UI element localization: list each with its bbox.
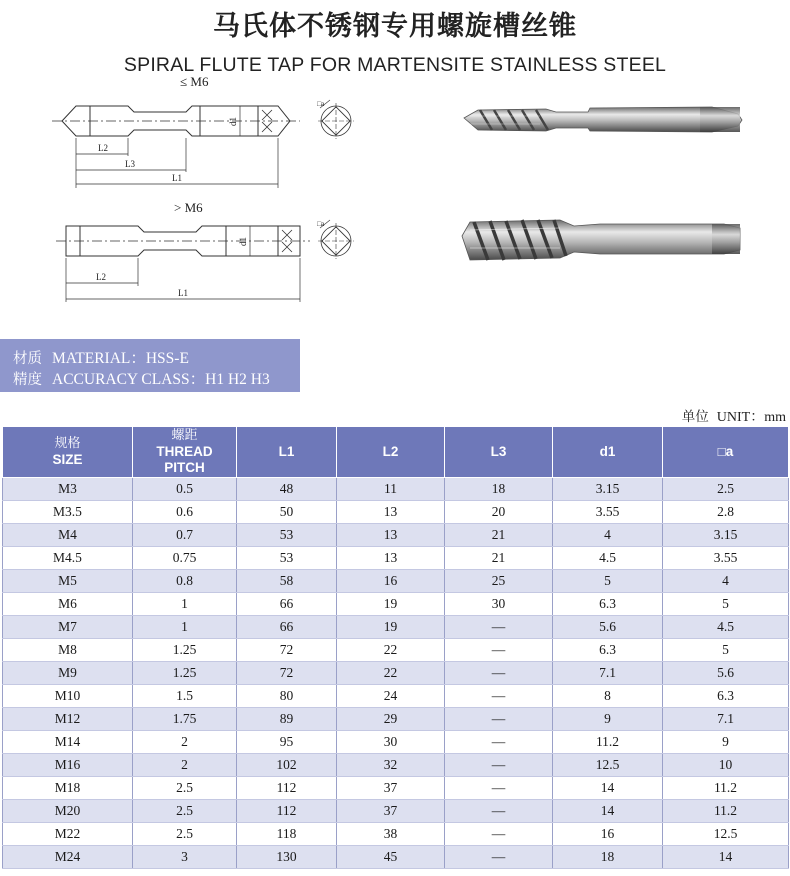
table-header-row <box>3 427 789 478</box>
material-info-box <box>0 339 300 392</box>
spec-table <box>2 426 789 869</box>
table-cell: 9 <box>553 708 663 731</box>
table-cell: 1.75 <box>133 708 237 731</box>
table-cell: 21 <box>445 524 553 547</box>
small-tap-photo <box>464 107 742 132</box>
table-cell: 45 <box>337 846 445 869</box>
table-cell: 21 <box>445 547 553 570</box>
table-cell: 2.8 <box>663 501 789 524</box>
table-cell: 11.2 <box>553 731 663 754</box>
table-cell: — <box>445 708 553 731</box>
table-cell: 25 <box>445 570 553 593</box>
small-L3-label: L3 <box>125 159 135 169</box>
table-cell: 9 <box>663 731 789 754</box>
table-cell: 72 <box>237 662 337 685</box>
table-cell: 37 <box>337 777 445 800</box>
table-cell: M22 <box>3 823 133 846</box>
table-cell: 18 <box>445 478 553 501</box>
header-l1: L1 <box>237 427 337 478</box>
table-cell: 48 <box>237 478 337 501</box>
table-cell: 4.5 <box>553 547 663 570</box>
table-row <box>3 547 789 570</box>
table-cell: M9 <box>3 662 133 685</box>
table-row <box>3 846 789 869</box>
small-a-label: □a <box>317 100 325 108</box>
table-cell: M3.5 <box>3 501 133 524</box>
table-cell: 19 <box>337 616 445 639</box>
table-cell: M4.5 <box>3 547 133 570</box>
small-d1-label: d1 <box>228 117 238 126</box>
table-cell: 2.5 <box>133 777 237 800</box>
table-cell: M8 <box>3 639 133 662</box>
table-cell: M10 <box>3 685 133 708</box>
unit-label <box>682 405 786 426</box>
table-cell: M6 <box>3 593 133 616</box>
table-cell: 13 <box>337 547 445 570</box>
table-cell: 10 <box>663 754 789 777</box>
table-cell: 6.3 <box>663 685 789 708</box>
tap-drawings <box>0 76 790 316</box>
table-cell: 3 <box>133 846 237 869</box>
large-tap-drawing <box>56 200 354 302</box>
accuracy-line <box>13 367 270 389</box>
table-cell: 3.55 <box>663 547 789 570</box>
table-cell: 5.6 <box>553 616 663 639</box>
table-cell: M12 <box>3 708 133 731</box>
table-cell: 38 <box>337 823 445 846</box>
table-cell: 130 <box>237 846 337 869</box>
table-cell: 8 <box>553 685 663 708</box>
table-row <box>3 800 789 823</box>
table-cell: M4 <box>3 524 133 547</box>
table-cell: 11.2 <box>663 777 789 800</box>
table-cell: 112 <box>237 777 337 800</box>
table-cell: 5.6 <box>663 662 789 685</box>
table-cell: M18 <box>3 777 133 800</box>
table-cell: 6.3 <box>553 639 663 662</box>
table-cell: 50 <box>237 501 337 524</box>
table-cell: 16 <box>553 823 663 846</box>
table-row <box>3 754 789 777</box>
table-cell: M16 <box>3 754 133 777</box>
table-cell: 29 <box>337 708 445 731</box>
page-title-cn: 马氏体不锈钢专用螺旋槽丝锥 <box>213 11 577 42</box>
table-cell: 2 <box>133 731 237 754</box>
table-cell: 1 <box>133 593 237 616</box>
table-cell: — <box>445 777 553 800</box>
table-row <box>3 731 789 754</box>
table-row <box>3 478 789 501</box>
table-cell: 89 <box>237 708 337 731</box>
table-cell: 2.5 <box>133 823 237 846</box>
table-cell: 12.5 <box>663 823 789 846</box>
table-cell: 22 <box>337 662 445 685</box>
table-cell: 0.5 <box>133 478 237 501</box>
table-cell: — <box>445 846 553 869</box>
material-cn-label: 材质 <box>13 351 42 367</box>
table-cell: 66 <box>237 616 337 639</box>
table-cell: 6.3 <box>553 593 663 616</box>
material-en-label: MATERIAL：HSS-E <box>52 350 189 367</box>
table-cell: — <box>445 639 553 662</box>
header-size: 规格 SIZE <box>3 427 133 478</box>
large-a-label: □a <box>317 220 325 228</box>
table-row <box>3 501 789 524</box>
large-tap-label: > M6 <box>174 200 203 215</box>
table-cell: 95 <box>237 731 337 754</box>
table-row <box>3 524 789 547</box>
table-cell: 2 <box>133 754 237 777</box>
table-cell: 72 <box>237 639 337 662</box>
table-cell: 14 <box>663 846 789 869</box>
material-line <box>13 346 189 368</box>
table-cell: — <box>445 616 553 639</box>
table-row <box>3 639 789 662</box>
table-cell: 4.5 <box>663 616 789 639</box>
table-cell: — <box>445 754 553 777</box>
accuracy-en-label: ACCURACY CLASS：H1 H2 H3 <box>52 371 270 388</box>
small-tap-label: ≤ M6 <box>180 76 209 89</box>
header-pitch: 螺距 THREAD PITCH <box>133 427 237 478</box>
table-cell: 5 <box>553 570 663 593</box>
table-cell: — <box>445 800 553 823</box>
header-l2: L2 <box>337 427 445 478</box>
table-cell: 14 <box>553 800 663 823</box>
table-cell: — <box>445 685 553 708</box>
table-cell: 0.75 <box>133 547 237 570</box>
large-L2-label: L2 <box>96 272 106 282</box>
table-cell: 58 <box>237 570 337 593</box>
table-row <box>3 685 789 708</box>
small-L1-label: L1 <box>172 173 182 183</box>
table-cell: 14 <box>553 777 663 800</box>
table-cell: 30 <box>445 593 553 616</box>
table-cell: M7 <box>3 616 133 639</box>
table-row <box>3 616 789 639</box>
table-cell: 3.15 <box>663 524 789 547</box>
table-cell: 2.5 <box>133 800 237 823</box>
table-cell: M20 <box>3 800 133 823</box>
table-cell: 19 <box>337 593 445 616</box>
table-cell: 37 <box>337 800 445 823</box>
table-cell: 16 <box>337 570 445 593</box>
unit-en: UNIT：mm <box>716 410 786 425</box>
table-cell: 112 <box>237 800 337 823</box>
table-cell: 30 <box>337 731 445 754</box>
table-cell: 11 <box>337 478 445 501</box>
table-row <box>3 708 789 731</box>
table-cell: 11.2 <box>663 800 789 823</box>
table-row <box>3 823 789 846</box>
table-cell: — <box>445 823 553 846</box>
table-cell: 4 <box>663 570 789 593</box>
small-tap-drawing <box>52 76 354 188</box>
header-a: □a <box>663 427 789 478</box>
large-L1-label: L1 <box>178 288 188 298</box>
table-cell: 13 <box>337 524 445 547</box>
table-cell: 2.5 <box>663 478 789 501</box>
table-cell: 5 <box>663 593 789 616</box>
header-d1: d1 <box>553 427 663 478</box>
table-cell: 3.15 <box>553 478 663 501</box>
table-cell: 20 <box>445 501 553 524</box>
table-cell: — <box>445 662 553 685</box>
table-row <box>3 593 789 616</box>
table-cell: 53 <box>237 547 337 570</box>
table-cell: 1 <box>133 616 237 639</box>
page-title-en: SPIRAL FLUTE TAP FOR MARTENSITE STAINLESS STEEL <box>123 54 667 76</box>
table-cell: 13 <box>337 501 445 524</box>
table-cell: 1.5 <box>133 685 237 708</box>
table-cell: 1.25 <box>133 639 237 662</box>
table-cell: 0.7 <box>133 524 237 547</box>
table-cell: 7.1 <box>553 662 663 685</box>
table-row <box>3 777 789 800</box>
table-cell: M24 <box>3 846 133 869</box>
header-l3: L3 <box>445 427 553 478</box>
table-cell: 12.5 <box>553 754 663 777</box>
table-cell: 0.8 <box>133 570 237 593</box>
table-cell: 24 <box>337 685 445 708</box>
table-cell: 18 <box>553 846 663 869</box>
table-cell: — <box>445 731 553 754</box>
small-L2-label: L2 <box>98 143 108 153</box>
table-cell: 118 <box>237 823 337 846</box>
table-cell: 3.55 <box>553 501 663 524</box>
large-tap-photo <box>462 220 740 260</box>
table-cell: 4 <box>553 524 663 547</box>
table-cell: 66 <box>237 593 337 616</box>
large-d1-label: d1 <box>238 237 248 246</box>
table-cell: 53 <box>237 524 337 547</box>
unit-cn: 单位 <box>681 409 709 425</box>
table-cell: M3 <box>3 478 133 501</box>
table-cell: 22 <box>337 639 445 662</box>
table-cell: M14 <box>3 731 133 754</box>
table-cell: 80 <box>237 685 337 708</box>
table-cell: 102 <box>237 754 337 777</box>
table-cell: 0.6 <box>133 501 237 524</box>
table-cell: 7.1 <box>663 708 789 731</box>
accuracy-cn-label: 精度 <box>13 372 42 388</box>
table-cell: 1.25 <box>133 662 237 685</box>
table-row <box>3 662 789 685</box>
table-row <box>3 570 789 593</box>
table-cell: M5 <box>3 570 133 593</box>
table-cell: 32 <box>337 754 445 777</box>
table-cell: 5 <box>663 639 789 662</box>
